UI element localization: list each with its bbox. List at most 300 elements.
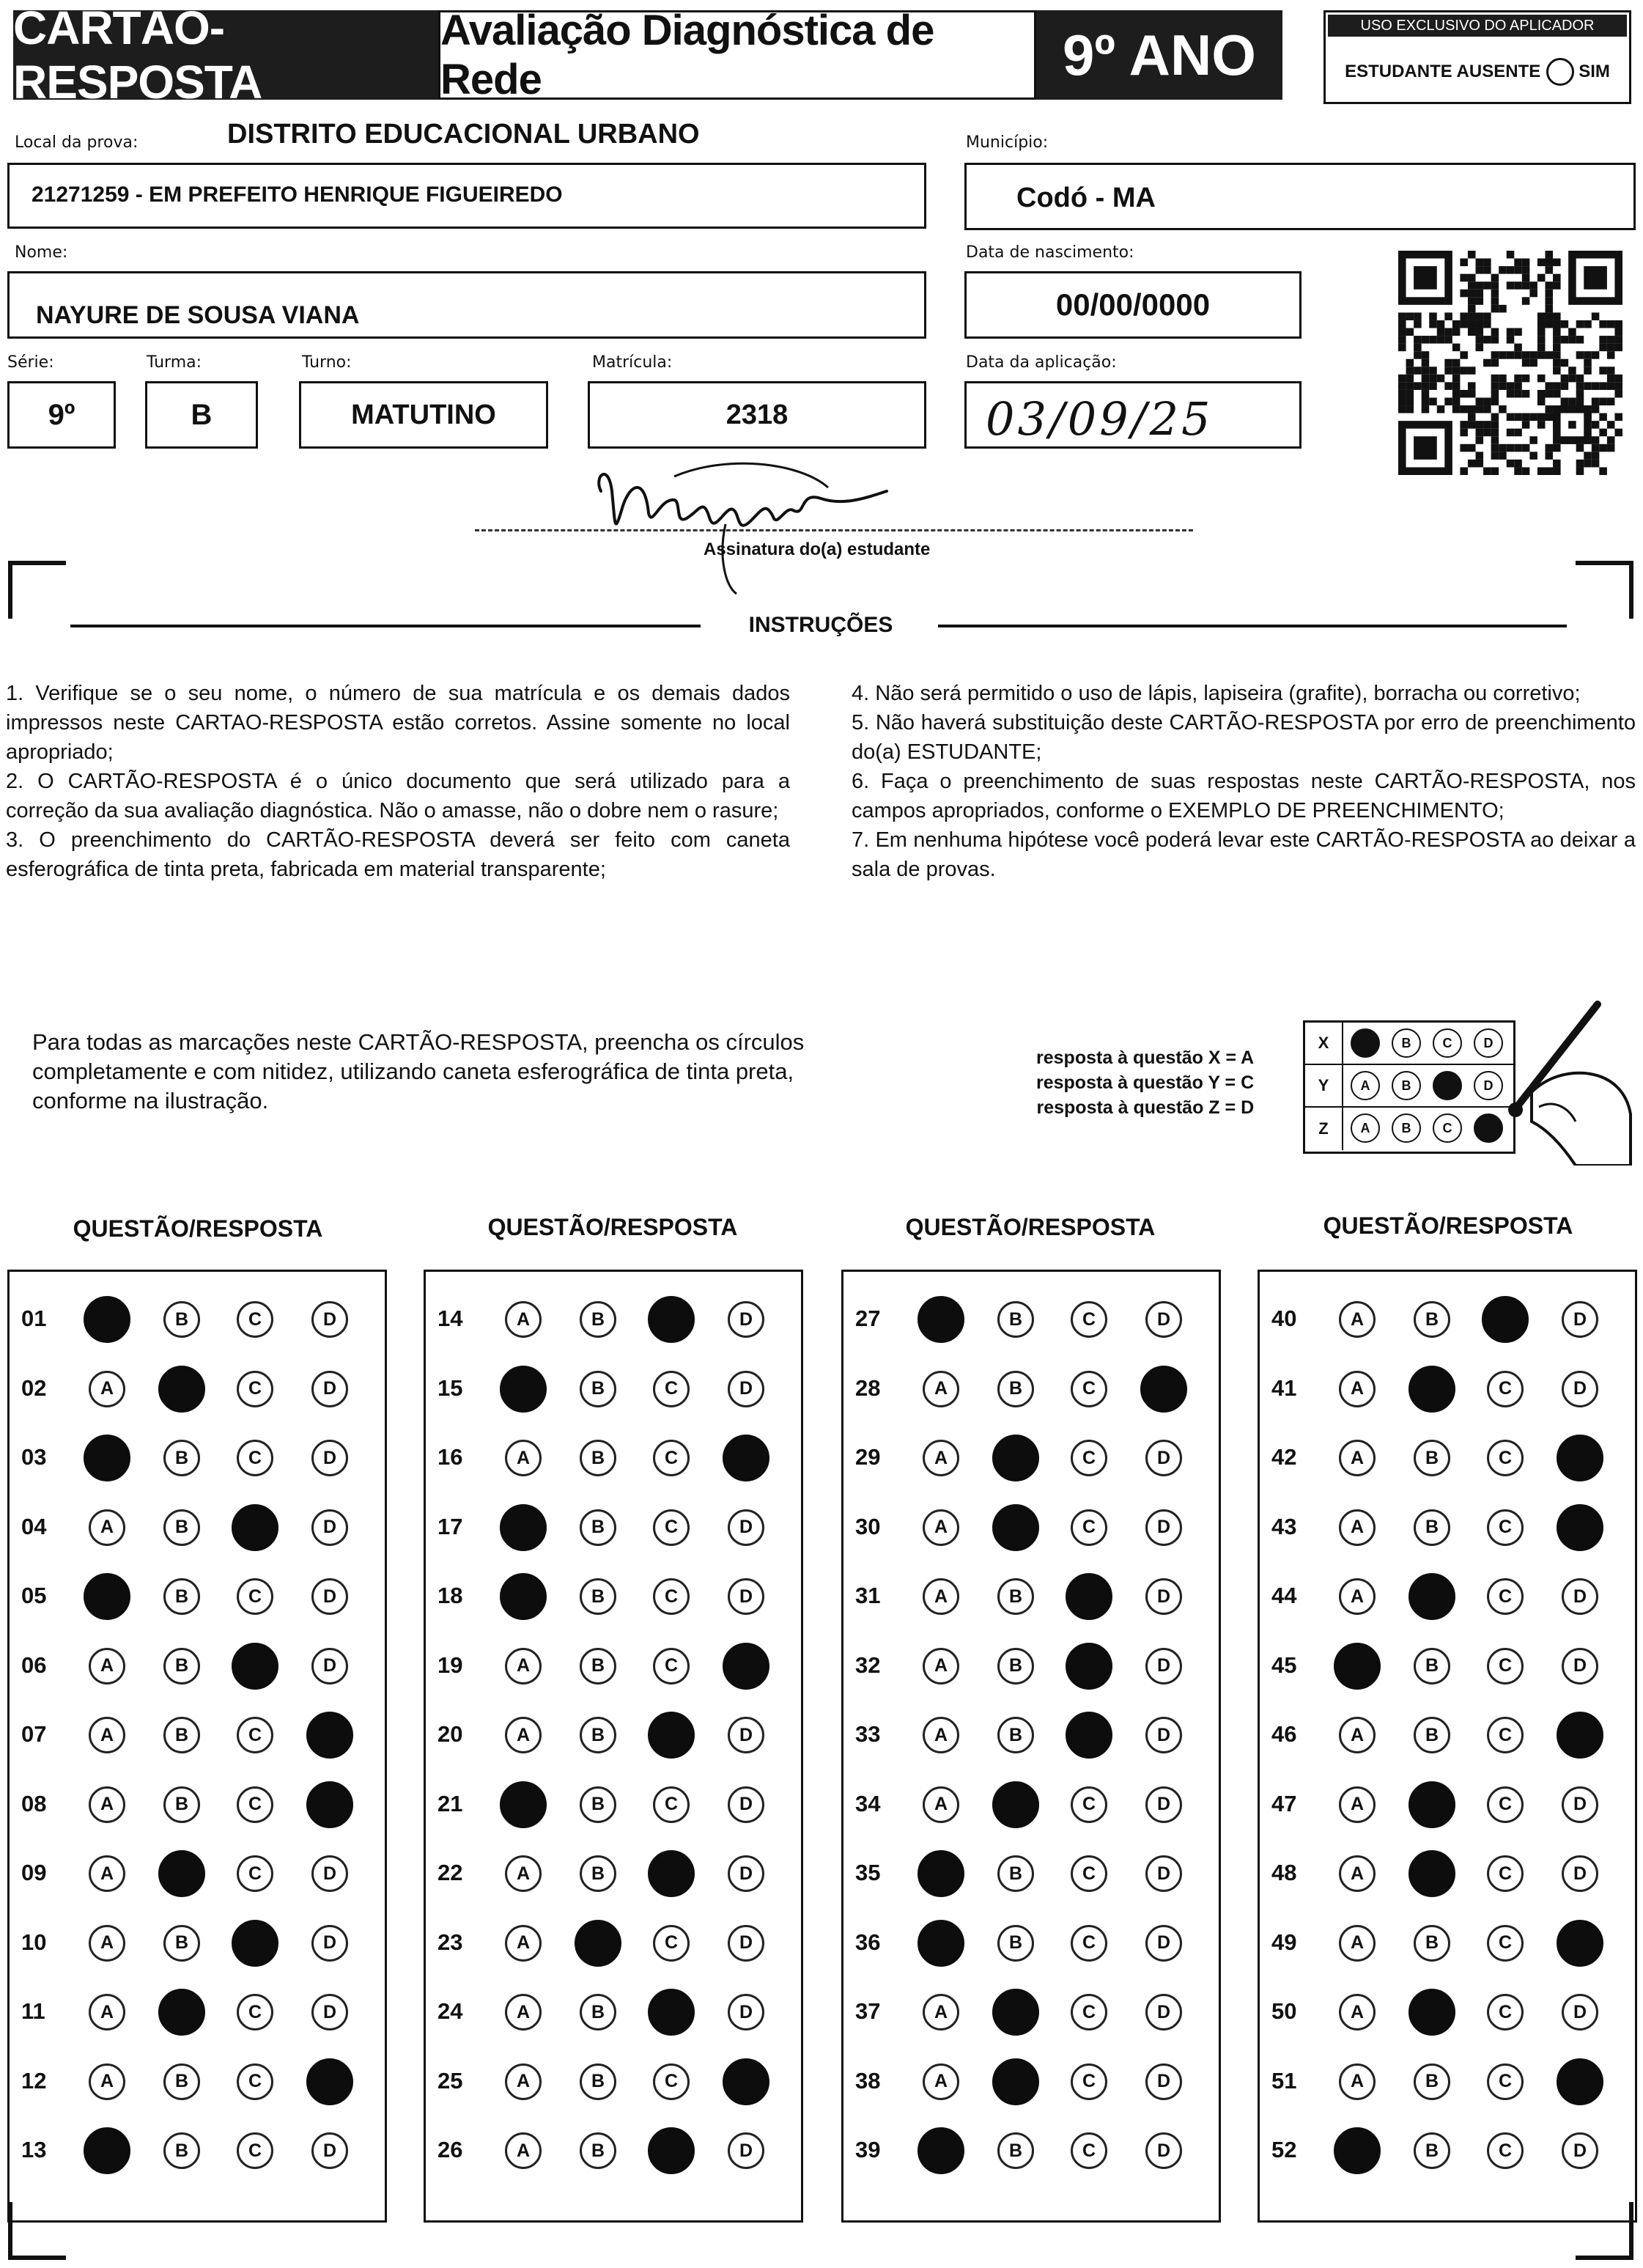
question-number: 37 [855, 1998, 881, 2024]
nascimento-label: Data de nascimento: [966, 243, 1134, 262]
answer-bubble-d[interactable] [306, 2058, 353, 2105]
answer-bubble-c[interactable]: C [653, 2063, 690, 2100]
answer-bubble-d[interactable]: D [1145, 1301, 1182, 1338]
answer-bubble-b[interactable]: B [163, 1648, 200, 1685]
answer-bubble-c[interactable] [648, 1296, 695, 1343]
answer-bubble-a[interactable]: A [505, 1925, 542, 1962]
answer-bubble-d[interactable]: D [1145, 1648, 1182, 1685]
answer-bubble-d[interactable]: D [1562, 1855, 1598, 1892]
answer-bubble-b[interactable]: B [997, 2132, 1034, 2169]
answer-bubble-b[interactable]: B [163, 1786, 200, 1823]
answer-bubble-b[interactable]: B [997, 1717, 1034, 1753]
corner-mark-bottom-right [1576, 2202, 1634, 2261]
answer-bubble-c[interactable] [648, 2127, 695, 2174]
answer-bubble-b[interactable]: B [1414, 2132, 1450, 2169]
answer-bubble-c[interactable]: C [237, 1717, 273, 1753]
question-number: 07 [21, 1721, 47, 1747]
answer-bubble-b[interactable] [992, 1989, 1039, 2036]
nome-label: Nome: [15, 243, 68, 262]
answer-bubble-c[interactable]: C [653, 1509, 690, 1546]
answer-bubble-d[interactable]: D [311, 1578, 348, 1615]
answer-bubble-c[interactable]: C [237, 1855, 273, 1892]
question-number: 28 [855, 1374, 881, 1401]
answer-bubble-d[interactable]: D [1145, 1855, 1182, 1892]
answer-row-06 [10, 1632, 385, 1701]
answer-row-16 [426, 1424, 801, 1492]
answer-bubble-d[interactable]: D [311, 2132, 348, 2169]
answer-bubble-d[interactable]: D [728, 1578, 764, 1615]
answer-bubble-c[interactable]: C [1071, 1301, 1107, 1338]
answer-bubble-a[interactable]: A [505, 1994, 542, 2030]
qr-code-icon [1398, 251, 1622, 475]
answer-bubble-a[interactable]: A [1339, 1925, 1376, 1962]
answer-bubble-b[interactable]: B [997, 1925, 1034, 1962]
answer-bubble-b[interactable] [992, 2058, 1039, 2105]
answer-row-42 [1260, 1424, 1635, 1492]
answer-bubble-d[interactable]: D [1145, 2063, 1182, 2100]
answer-row-14 [426, 1285, 801, 1354]
answer-bubble-c[interactable]: C [1487, 1717, 1524, 1753]
question-number: 22 [437, 1860, 463, 1885]
answer-bubble-c[interactable] [1066, 1643, 1112, 1690]
answer-bubble-b[interactable]: B [163, 2063, 200, 2100]
example-row [1305, 1023, 1513, 1065]
answer-bubble-c[interactable] [1482, 1296, 1529, 1343]
answer-bubble-d[interactable]: D [728, 1509, 764, 1546]
answer-bubble-d[interactable]: D [728, 1994, 764, 2030]
answer-bubble-a[interactable]: A [923, 1371, 959, 1407]
answer-row-12 [10, 2047, 385, 2116]
example-line: resposta à questão X = A [1036, 1048, 1255, 1068]
example-line: resposta à questão Z = D [1036, 1097, 1255, 1118]
answer-bubble-d[interactable]: D [1562, 1648, 1598, 1685]
answer-bubble-b[interactable]: B [580, 1648, 616, 1685]
answer-row-18 [426, 1562, 801, 1631]
answer-bubble-a[interactable]: A [923, 2063, 959, 2100]
answer-bubble-c[interactable]: C [237, 2132, 273, 2169]
answer-bubble-c[interactable] [1066, 1573, 1112, 1620]
question-number: 33 [855, 1721, 881, 1747]
answer-bubble-a[interactable]: A [89, 1717, 125, 1753]
answer-bubble-a[interactable]: A [923, 1994, 959, 2030]
answer-row-15 [426, 1355, 801, 1424]
answer-row-49 [1260, 1909, 1635, 1978]
answer-row-01 [10, 1285, 385, 1354]
answer-bubble-d[interactable]: D [1562, 2132, 1598, 2169]
question-number: 10 [21, 1929, 47, 1955]
answer-bubble-b[interactable]: B [163, 1578, 200, 1615]
answer-bubble-d[interactable]: D [311, 1440, 348, 1476]
grade-label: 9º ANO [1036, 10, 1282, 100]
answer-bubble-b[interactable]: B [1414, 1717, 1450, 1753]
answer-bubble-a[interactable]: A [923, 1578, 959, 1615]
answer-bubble-b[interactable]: B [997, 1371, 1034, 1407]
answer-bubble-d[interactable] [1557, 2058, 1603, 2105]
answer-bubble-b[interactable]: B [1414, 1301, 1450, 1338]
question-number: 26 [437, 2137, 463, 2162]
answer-bubble-d[interactable]: D [1562, 1371, 1598, 1407]
answer-bubble-a[interactable]: A [923, 1509, 959, 1546]
answer-bubble-a[interactable]: A [923, 1648, 959, 1685]
answer-bubble-b[interactable]: B [580, 1786, 616, 1823]
answer-row-39 [843, 2116, 1219, 2185]
answer-bubble-b[interactable] [1408, 1850, 1455, 1897]
answer-bubble-c[interactable]: C [1071, 1509, 1107, 1546]
answer-bubble-b[interactable]: B [163, 1717, 200, 1753]
answer-bubble-d[interactable]: D [311, 1648, 348, 1685]
answer-bubble-b[interactable] [1408, 1781, 1455, 1828]
answer-bubble-c[interactable]: C [653, 1578, 690, 1615]
answer-bubble-b[interactable] [992, 1504, 1039, 1551]
instruction-item: 2. O CARTÃO-RESPOSTA é o único documento que será utilizado para a correção da sua avaliação diagnóstica. Não o amasse, não o dobre nem o rasure; [6, 770, 790, 822]
answer-bubble-c[interactable]: C [1487, 1578, 1524, 1615]
question-number: 09 [21, 1860, 47, 1885]
answer-bubble-b[interactable] [158, 1850, 205, 1897]
answer-bubble-d[interactable]: D [311, 1994, 348, 2030]
answer-bubble-d[interactable]: D [728, 1717, 764, 1753]
answer-bubble-c[interactable]: C [1487, 1925, 1524, 1962]
answer-bubble-a[interactable]: A [505, 1717, 542, 1753]
answer-bubble-a[interactable] [500, 1781, 547, 1828]
answer-column-4 [1258, 1270, 1637, 2223]
answer-bubble-b[interactable] [1408, 1573, 1455, 1620]
answer-bubble-b[interactable] [992, 1781, 1039, 1828]
answer-bubble-c[interactable]: C [1487, 1509, 1524, 1546]
example-grid [1303, 1020, 1515, 1154]
answer-bubble-b[interactable]: B [997, 1855, 1034, 1892]
answer-bubble-d[interactable]: D [728, 1301, 764, 1338]
answer-bubble-d[interactable] [306, 1781, 353, 1828]
answer-bubble-d[interactable] [723, 2058, 769, 2105]
answer-bubble-a[interactable]: A [1339, 1786, 1376, 1823]
instruction-item: 5. Não haverá substituição deste CARTÃO-RESPOSTA por erro de preenchimento do(a) ESTUDANTE; [852, 711, 1636, 764]
answer-bubble-b[interactable]: B [580, 1301, 616, 1338]
answer-bubble-b[interactable]: B [580, 1509, 616, 1546]
answer-bubble-b[interactable] [1408, 1366, 1455, 1413]
answer-bubble-c[interactable]: C [1071, 1371, 1107, 1407]
answer-bubble-a[interactable]: A [1339, 1509, 1376, 1546]
absent-row [1326, 46, 1629, 97]
answer-bubble-c[interactable]: C [653, 1440, 690, 1476]
answer-bubble-a[interactable]: A [89, 1994, 125, 2030]
answer-bubble-d[interactable]: D [1145, 1786, 1182, 1823]
answer-bubble-a[interactable]: A [1339, 1440, 1376, 1476]
answer-bubble-a[interactable]: A [89, 1509, 125, 1546]
answer-row-22 [426, 1839, 801, 1908]
answer-bubble-b[interactable] [1408, 1989, 1455, 2036]
answer-bubble-a[interactable]: A [89, 1648, 125, 1685]
answer-row-31 [843, 1562, 1219, 1631]
answer-bubble-a[interactable]: A [89, 1786, 125, 1823]
answer-bubble-a[interactable]: A [923, 1717, 959, 1753]
municipio-label: Município: [966, 133, 1049, 152]
answer-bubble-d[interactable]: D [1562, 1301, 1598, 1338]
answer-row-41 [1260, 1355, 1635, 1424]
answer-bubble-c[interactable] [648, 1712, 695, 1759]
answer-bubble-c[interactable]: C [1071, 1925, 1107, 1962]
answer-bubble-a[interactable] [918, 1920, 964, 1967]
answer-bubble-a[interactable]: A [505, 1855, 542, 1892]
serie-value: 9º [48, 398, 75, 431]
answer-bubble-b[interactable]: B [580, 2132, 616, 2169]
answer-bubble-b[interactable]: B [997, 1301, 1034, 1338]
answer-bubble-c[interactable]: C [1071, 1855, 1107, 1892]
answer-bubble-c[interactable] [232, 1643, 278, 1690]
answer-bubble-d[interactable] [1140, 1366, 1187, 1413]
answer-row-17 [426, 1493, 801, 1562]
answer-bubble-a[interactable] [1334, 1643, 1381, 1690]
answer-bubble-c[interactable]: C [1071, 2132, 1107, 2169]
answer-bubble-c[interactable]: C [1487, 2132, 1524, 2169]
answer-bubble-a[interactable] [1334, 2127, 1381, 2174]
answer-bubble-b[interactable]: B [1414, 1509, 1450, 1546]
answer-bubble-b[interactable] [575, 1920, 621, 1967]
answer-bubble-a[interactable] [84, 1573, 130, 1620]
answer-bubble-c[interactable]: C [653, 1648, 690, 1685]
question-number: 04 [21, 1513, 47, 1539]
pen-hand-icon [1488, 997, 1634, 1166]
answer-bubble-b[interactable]: B [580, 1994, 616, 2030]
answer-row-45 [1260, 1632, 1635, 1701]
answer-bubble-b[interactable]: B [1414, 1648, 1450, 1685]
example-question-letter: Z [1305, 1108, 1343, 1150]
answer-bubble-b[interactable]: B [580, 1578, 616, 1615]
answer-bubble-c[interactable]: C [653, 1786, 690, 1823]
question-number: 35 [855, 1860, 881, 1885]
answer-row-11 [10, 1978, 385, 2047]
answer-bubble-c[interactable]: C [1071, 1994, 1107, 2030]
answer-bubble-a[interactable] [918, 1296, 964, 1343]
answer-bubble-a[interactable] [918, 1850, 964, 1897]
question-number: 49 [1271, 1929, 1297, 1955]
school-value: 21271259 - EM PREFEITO HENRIQUE FIGUEIREDO [32, 183, 563, 207]
answer-bubble-c[interactable]: C [237, 2063, 273, 2100]
answer-bubble-b[interactable]: B [580, 1717, 616, 1753]
answer-bubble-b[interactable]: B [997, 1578, 1034, 1615]
question-number: 30 [855, 1513, 881, 1539]
answer-bubble-a[interactable]: A [923, 1440, 959, 1476]
answer-bubble-c[interactable]: C [1071, 1786, 1107, 1823]
answer-bubble-c[interactable]: C [1487, 1786, 1524, 1823]
answer-bubble-b[interactable]: B [1414, 1925, 1450, 1962]
answer-bubble-c[interactable]: C [237, 1301, 273, 1338]
answer-bubble-d[interactable]: D [1145, 2132, 1182, 2169]
answer-bubble-b[interactable]: B [163, 1440, 200, 1476]
answer-bubble-b[interactable]: B [163, 2132, 200, 2169]
answer-bubble-d[interactable] [723, 1435, 769, 1481]
answer-bubble-a[interactable]: A [89, 2063, 125, 2100]
turma-label: Turma: [147, 353, 202, 372]
answer-bubble-d[interactable] [1557, 1435, 1603, 1481]
answer-bubble-c[interactable] [232, 1504, 278, 1551]
answer-bubble-d[interactable]: D [1145, 1925, 1182, 1962]
answer-bubble-b[interactable]: B [580, 2063, 616, 2100]
answer-bubble-b[interactable]: B [580, 1440, 616, 1476]
answer-bubble-a[interactable]: A [1339, 1301, 1376, 1338]
answer-row-13 [10, 2116, 385, 2185]
answer-bubble-a[interactable] [84, 1435, 130, 1481]
question-number: 50 [1271, 1998, 1297, 2024]
answer-bubble-b[interactable]: B [163, 1301, 200, 1338]
answer-bubble-a[interactable] [84, 2127, 130, 2174]
answer-row-34 [843, 1770, 1219, 1839]
example-bubble-c: C [1433, 1113, 1462, 1143]
column-title-1: QUESTÃO/RESPOSTA [73, 1215, 323, 1242]
column-title-2: QUESTÃO/RESPOSTA [487, 1214, 738, 1240]
question-number: 40 [1271, 1306, 1297, 1331]
answer-bubble-d[interactable]: D [728, 1786, 764, 1823]
answer-bubble-b[interactable] [992, 1435, 1039, 1481]
answer-bubble-b[interactable] [158, 1366, 205, 1413]
answer-bubble-c[interactable]: C [1487, 1855, 1524, 1892]
answer-bubble-b[interactable]: B [580, 1855, 616, 1892]
answer-bubble-c[interactable]: C [1487, 2063, 1524, 2100]
answer-bubble-d[interactable]: D [311, 1925, 348, 1962]
answer-bubble-a[interactable]: A [1339, 1717, 1376, 1753]
answer-row-19 [426, 1632, 801, 1701]
instruction-item: 1. Verifique se o seu nome, o número de sua matrícula e os demais dados impressos neste CARTAO-RESPOSTA estão corretos. Assine somente no local apropriado; [6, 682, 790, 764]
answer-column-3 [841, 1270, 1221, 2223]
answer-bubble-d[interactable]: D [1145, 1440, 1182, 1476]
answer-bubble-d[interactable]: D [728, 1855, 764, 1892]
answer-row-48 [1260, 1839, 1635, 1908]
absent-label: ESTUDANTE AUSENTE [1345, 62, 1541, 81]
answer-bubble-a[interactable] [500, 1366, 547, 1413]
answer-bubble-a[interactable]: A [505, 2063, 542, 2100]
question-number: 16 [437, 1444, 463, 1470]
answer-bubble-d[interactable] [1557, 1712, 1603, 1759]
answer-bubble-c[interactable]: C [653, 1925, 690, 1962]
answer-bubble-b[interactable]: B [163, 1509, 200, 1546]
answer-row-51 [1260, 2047, 1635, 2116]
answer-bubble-a[interactable]: A [505, 1440, 542, 1476]
answer-row-25 [426, 2047, 801, 2116]
answer-bubble-a[interactable] [918, 2127, 964, 2174]
answer-bubble-d[interactable]: D [1145, 1578, 1182, 1615]
answer-bubble-d[interactable] [1557, 1504, 1603, 1551]
answer-bubble-d[interactable]: D [1145, 1717, 1182, 1753]
answer-bubble-d[interactable] [1557, 1920, 1603, 1967]
answer-bubble-b[interactable]: B [580, 1371, 616, 1407]
question-number: 38 [855, 2067, 881, 2094]
absent-bubble[interactable] [1546, 58, 1574, 86]
answer-bubble-d[interactable]: D [1145, 1509, 1182, 1546]
answer-bubble-d[interactable]: D [311, 1855, 348, 1892]
question-number: 21 [437, 1790, 463, 1816]
answer-bubble-b[interactable]: B [1414, 1440, 1450, 1476]
answer-bubble-c[interactable]: C [1487, 1440, 1524, 1476]
example-bubble-a: A [1351, 1113, 1380, 1143]
answer-bubble-a[interactable]: A [1339, 1371, 1376, 1407]
answer-row-04 [10, 1493, 385, 1562]
question-number: 46 [1271, 1721, 1297, 1747]
answer-bubble-d[interactable] [306, 1712, 353, 1759]
answer-bubble-c[interactable] [232, 1920, 278, 1967]
matricula-label: Matrícula: [592, 353, 673, 372]
answer-bubble-a[interactable]: A [505, 1648, 542, 1685]
answer-bubble-b[interactable]: B [163, 1925, 200, 1962]
answer-bubble-b[interactable]: B [1414, 2063, 1450, 2100]
answer-bubble-d[interactable]: D [1145, 1994, 1182, 2030]
answer-bubble-a[interactable] [500, 1573, 547, 1620]
answer-bubble-d[interactable]: D [728, 2132, 764, 2169]
answer-bubble-c[interactable]: C [653, 1371, 690, 1407]
answer-bubble-b[interactable]: B [997, 1648, 1034, 1685]
answer-bubble-a[interactable]: A [505, 2132, 542, 2169]
question-number: 24 [437, 1998, 463, 2024]
answer-bubble-c[interactable]: C [1071, 1440, 1107, 1476]
answer-bubble-a[interactable]: A [923, 1786, 959, 1823]
answer-row-07 [10, 1701, 385, 1770]
answer-bubble-c[interactable]: C [237, 1786, 273, 1823]
exam-title: Avaliação Diagnóstica de Rede [438, 10, 1036, 100]
aplicacao-label: Data da aplicação: [966, 353, 1117, 372]
answer-bubble-a[interactable]: A [89, 1371, 125, 1407]
answer-bubble-d[interactable]: D [1562, 1786, 1598, 1823]
answer-row-40 [1260, 1285, 1635, 1354]
answer-bubble-c[interactable]: C [1487, 1648, 1524, 1685]
answer-bubble-a[interactable]: A [1339, 1855, 1376, 1892]
answer-row-10 [10, 1909, 385, 1978]
answer-bubble-c[interactable]: C [237, 1371, 273, 1407]
answer-bubble-c[interactable]: C [237, 1994, 273, 2030]
answer-bubble-c[interactable]: C [1071, 2063, 1107, 2100]
answer-bubble-c[interactable] [1066, 1712, 1112, 1759]
example-row [1305, 1065, 1513, 1108]
answer-bubble-a[interactable]: A [505, 1301, 542, 1338]
answer-row-52 [1260, 2116, 1635, 2185]
answer-bubble-d[interactable] [723, 1643, 769, 1690]
answer-bubble-a[interactable]: A [1339, 2063, 1376, 2100]
answer-bubble-c[interactable]: C [1487, 1371, 1524, 1407]
answer-bubble-d[interactable]: D [728, 1925, 764, 1962]
answer-bubble-d[interactable]: D [311, 1301, 348, 1338]
question-number: 18 [437, 1583, 463, 1608]
answer-bubble-a[interactable] [500, 1504, 547, 1551]
question-number: 20 [437, 1721, 463, 1747]
instruction-item: 3. O preenchimento do CARTÃO-RESPOSTA deverá ser feito com caneta esferográfica de tinta preta, fabricada em material transparente; [6, 828, 790, 881]
corner-mark-top-left [7, 560, 66, 619]
nome-field [7, 271, 926, 339]
answer-bubble-d[interactable]: D [1562, 1994, 1598, 2030]
answer-bubble-c[interactable] [648, 1989, 695, 2036]
answer-bubble-d[interactable]: D [1562, 1578, 1598, 1615]
answer-bubble-d[interactable]: D [728, 1371, 764, 1407]
answer-bubble-c[interactable]: C [237, 1440, 273, 1476]
question-number: 36 [855, 1929, 881, 1955]
answer-bubble-a[interactable]: A [89, 1855, 125, 1892]
question-number: 08 [21, 1790, 47, 1816]
answer-bubble-d[interactable]: D [311, 1371, 348, 1407]
answer-row-37 [843, 1978, 1219, 2047]
answer-bubble-d[interactable]: D [311, 1509, 348, 1546]
answer-bubble-c[interactable]: C [1487, 1994, 1524, 2030]
turno-label: Turno: [302, 353, 352, 372]
answer-bubble-c[interactable] [648, 1850, 695, 1897]
answer-row-32 [843, 1632, 1219, 1701]
answer-bubble-c[interactable]: C [237, 1578, 273, 1615]
nascimento-value: 00/00/0000 [1055, 287, 1211, 322]
answer-row-26 [426, 2116, 801, 2185]
answer-row-44 [1260, 1562, 1635, 1631]
answer-bubble-b[interactable] [158, 1989, 205, 2036]
answer-bubble-a[interactable]: A [89, 1925, 125, 1962]
answer-bubble-a[interactable]: A [1339, 1994, 1376, 2030]
answer-row-05 [10, 1562, 385, 1631]
answer-bubble-a[interactable]: A [1339, 1578, 1376, 1615]
question-number: 15 [437, 1374, 463, 1401]
answer-bubble-a[interactable] [84, 1296, 130, 1343]
